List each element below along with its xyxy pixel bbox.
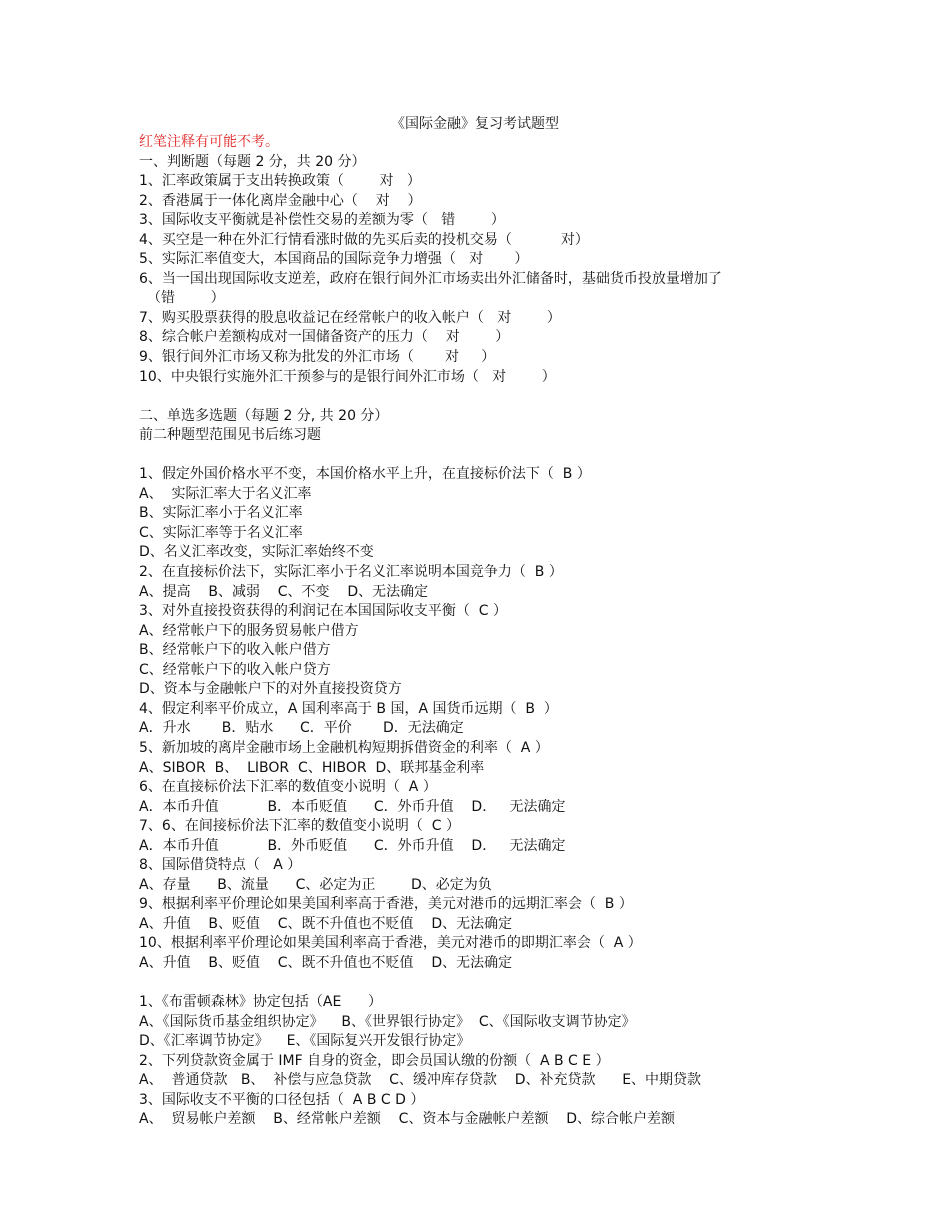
text-line: 1、假定外国价格水平不变，本国价格水平上升，在直接标价法下（ B ） xyxy=(139,466,591,483)
document-body xyxy=(139,133,829,1130)
text-line: A、提高 B、减弱 C、不变 D、无法确定 xyxy=(139,583,429,600)
text-line: B、实际汇率小于名义汇率 xyxy=(139,505,303,522)
text-line: 8、综合帐户差额构成对一国储备资产的压力（ 对 ） xyxy=(139,329,510,346)
blank-line xyxy=(139,974,829,994)
text-line: A．升水 B．贴水 C．平价 D．无法确定 xyxy=(139,720,464,737)
text-line: 二、单选多选题（每题 2 分, 共 20 分） xyxy=(139,407,389,424)
text-line: B、经常帐户下的收入帐户借方 xyxy=(139,642,331,659)
text-line: 4、买空是一种在外汇行情看涨时做的先买后卖的投机交易（ 对） xyxy=(139,231,589,248)
text-line: 10、中央银行实施外汇干预参与的是银行间外汇市场（ 对 ） xyxy=(139,368,556,385)
text-line: 9、银行间外汇市场又称为批发的外汇市场（ 对 ） xyxy=(139,349,496,366)
text-line: 5、新加坡的离岸金融市场上金融机构短期拆借资金的利率（ A ） xyxy=(139,739,549,756)
text-line: 3、国际收支不平衡的口径包括（ A B C D ） xyxy=(139,1091,425,1108)
text-line: C、经常帐户下的收入帐户贷方 xyxy=(139,661,331,678)
text-line: 5、实际汇率值变大，本国商品的国际竞争力增强（ 对 ） xyxy=(139,251,529,268)
text-line: D、《汇率调节协定》 E、《国际复兴开发银行协定》 xyxy=(139,1033,471,1050)
text-line: D、资本与金融帐户下的对外直接投资贷方 xyxy=(139,681,402,698)
text-line: A、《国际货币基金组织协定》 B、《世界银行协定》 C、《国际收支调节协定》 xyxy=(139,1013,636,1030)
text-line: 8、国际借贷特点（ A ） xyxy=(139,857,302,874)
text-line: A．本币升值 B．外币贬值 C．外币升值 D． 无法确定 xyxy=(139,837,566,854)
text-line: C、实际汇率等于名义汇率 xyxy=(139,524,303,541)
text-line: A、 贸易帐户差额 B、经常帐户差额 C、资本与金融帐户差额 D、综合帐户差额 xyxy=(139,1111,676,1128)
text-line: 2、香港属于一体化离岸金融中心（ 对 ） xyxy=(139,192,422,209)
text-line: 10、根据利率平价理论如果美国利率高于香港，美元对港币的即期汇率会（ A ） xyxy=(139,935,642,952)
text-line: A、SIBOR B、 LIBOR C、HIBOR D、联邦基金利率 xyxy=(139,759,485,776)
text-line: 3、国际收支平衡就是补偿性交易的差额为零（ 错 ） xyxy=(139,212,505,229)
text-line: A、升值 B、贬值 C、既不升值也不贬值 D、无法确定 xyxy=(139,915,513,932)
text-line: 前二种题型范围见书后练习题 xyxy=(139,427,321,444)
text-line: 1、《布雷顿森林》协定包括（AE ） xyxy=(139,994,383,1011)
text-line: 一、判断题（每题 2 分，共 20 分） xyxy=(139,153,366,170)
text-line: 6、在直接标价法下汇率的数值变小说明（ A ） xyxy=(139,779,437,796)
text-line: 3、对外直接投资获得的利润记在本国国际收支平衡（ C ） xyxy=(139,603,508,620)
text-line: 6、当一国出现国际收支逆差，政府在银行间外汇市场卖出外汇储备时，基础货币投放量增加了 xyxy=(139,270,722,287)
blank-line xyxy=(139,387,829,407)
text-line: A．本币升值 B．本币贬值 C．外币升值 D． 无法确定 xyxy=(139,798,566,815)
text-line: （错 ） xyxy=(147,290,225,307)
text-line: 9、根据利率平价理论如果美国利率高于香港，美元对港币的远期汇率会（ B ） xyxy=(139,896,633,913)
text-line: D、名义汇率改变，实际汇率始终不变 xyxy=(139,544,374,561)
text-line: 2、下列贷款资金属于 IMF 自身的资金，即会员国认缴的份额（ A B C E ） xyxy=(139,1052,610,1069)
text-line: 4、假定利率平价成立，A 国利率高于 B 国，A 国货币远期（ B ） xyxy=(139,700,558,717)
text-line: 7、购买股票获得的股息收益记在经常帐户的收入帐户（ 对 ） xyxy=(139,309,561,326)
text-line: 1、汇率政策属于支出转换政策（ 对 ） xyxy=(139,173,421,190)
text-line: A、 实际汇率大于名义汇率 xyxy=(139,485,312,502)
text-line: A、升值 B、贬值 C、既不升值也不贬值 D、无法确定 xyxy=(139,954,513,971)
text-line: A、存量 B、流量 C、必定为正 D、必定为负 xyxy=(139,876,492,893)
text-line: A、经常帐户下的服务贸易帐户借方 xyxy=(139,622,359,639)
document-title: 《国际金融》复习考试题型 xyxy=(391,116,559,132)
text-line: 7、6、在间接标价法下汇率的数值变小说明（ C ） xyxy=(139,818,460,835)
blank-line xyxy=(139,446,829,466)
text-line: 2、在直接标价法下，实际汇率小于名义汇率说明本国竞争力（ B ） xyxy=(139,564,563,581)
text-line: A、 普通贷款 B、 补偿与应急贷款 C、缓冲库存贷款 D、补充贷款 E、中期贷款 xyxy=(139,1072,702,1089)
annotation-note: 红笔注释有可能不考。 xyxy=(139,134,279,150)
